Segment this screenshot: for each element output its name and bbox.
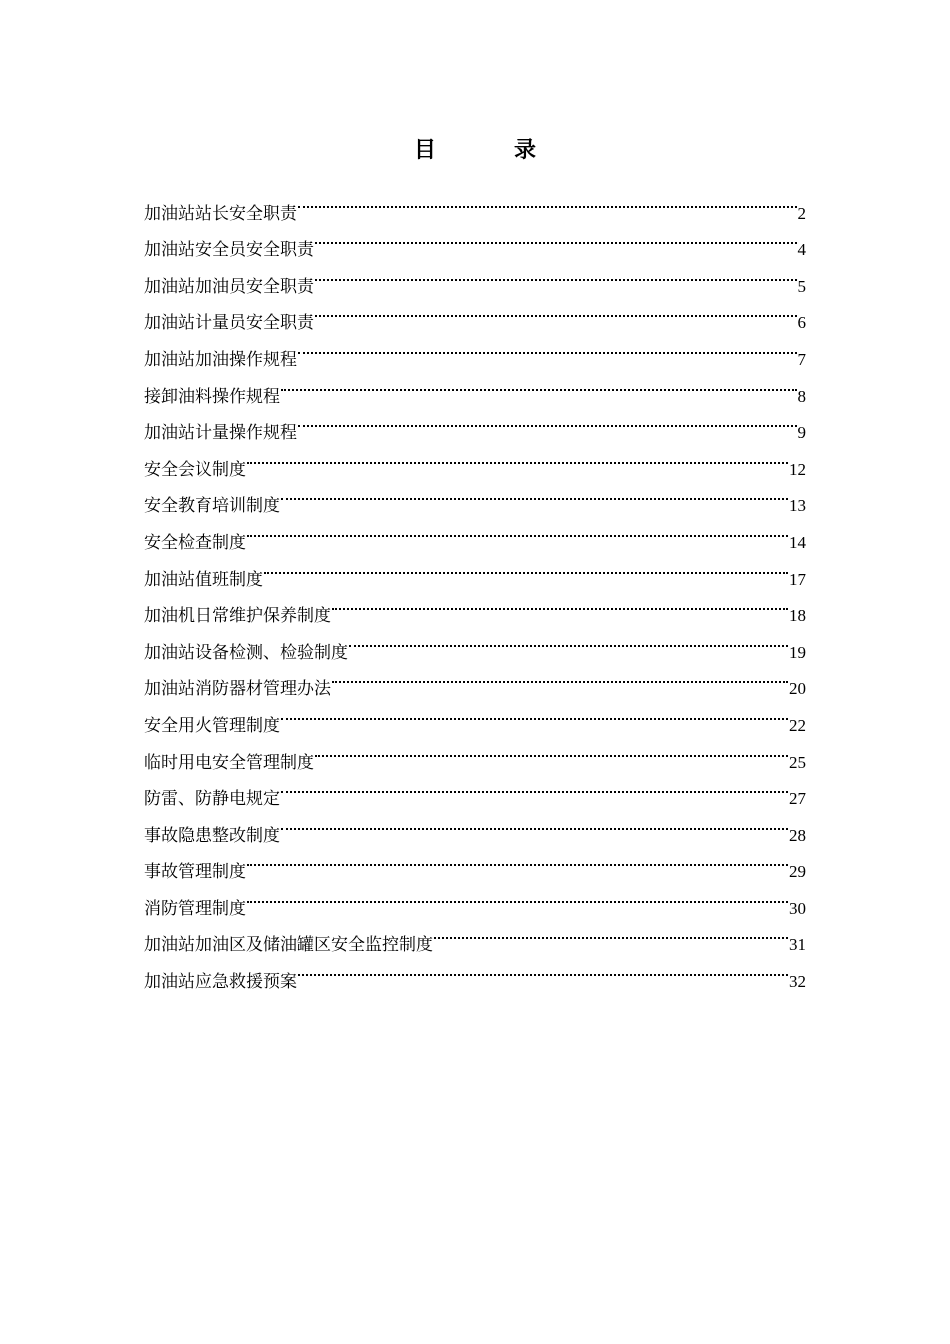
- toc-entry-label: 加油站站长安全职责: [144, 203, 297, 224]
- toc-entry-label: 加油站计量操作规程: [144, 423, 297, 444]
- toc-list: [144, 182, 806, 993]
- toc-entry-label: 安全用火管理制度: [144, 715, 280, 736]
- toc-entry-page: 6: [797, 313, 806, 333]
- toc-entry[interactable]: [144, 182, 806, 224]
- toc-entry-label: 消防管理制度: [144, 898, 246, 919]
- toc-entry-label: 事故管理制度: [144, 862, 246, 883]
- toc-leader-dots: [247, 841, 788, 878]
- toc-entry-page: 22: [789, 715, 806, 735]
- toc-title: 目 录: [413, 137, 564, 163]
- toc-entry-label: 加油站加油操作规程: [144, 349, 297, 370]
- toc-entry-label: 加油站加油区及储油罐区安全监控制度: [144, 935, 433, 956]
- toc-entry-label: 接卸油料操作规程: [144, 386, 280, 407]
- toc-entry-label: 加油站值班制度: [144, 569, 263, 590]
- toc-entry-label: 临时用电安全管理制度: [144, 752, 314, 773]
- toc-leader-dots: [281, 694, 788, 731]
- toc-entry-label: 事故隐患整改制度: [144, 825, 280, 846]
- toc-entry-page: 5: [797, 276, 806, 296]
- toc-leader-dots: [315, 731, 788, 768]
- toc-leader-dots: [298, 328, 797, 365]
- toc-leader-dots: [315, 292, 797, 329]
- toc-entry-label: 安全检查制度: [144, 532, 246, 553]
- toc-leader-dots: [298, 950, 788, 987]
- toc-entry-page: 9: [797, 423, 806, 443]
- toc-leader-dots: [332, 658, 788, 695]
- toc-leader-dots: [264, 548, 788, 585]
- toc-entry-page: 32: [789, 972, 806, 992]
- toc-entry-page: 30: [789, 898, 806, 918]
- toc-leader-dots: [281, 365, 797, 402]
- toc-entry-label: 安全教育培训制度: [144, 496, 280, 517]
- toc-entry-page: 19: [789, 642, 806, 662]
- toc-leader-dots: [281, 475, 788, 512]
- toc-entry-label: 加油机日常维护保养制度: [144, 606, 331, 627]
- toc-entry-page: 18: [789, 606, 806, 626]
- toc-entry-page: 2: [797, 203, 806, 223]
- toc-entry-label: 加油站消防器材管理办法: [144, 679, 331, 700]
- toc-leader-dots: [315, 219, 797, 256]
- toc-leader-dots: [298, 402, 797, 439]
- toc-entry-page: 28: [789, 825, 806, 845]
- toc-leader-dots: [247, 877, 788, 914]
- toc-entry-label: 安全会议制度: [144, 459, 246, 480]
- toc-entry-label: 加油站设备检测、检验制度: [144, 642, 348, 663]
- toc-entry-label: 防雷、防静电规定: [144, 789, 280, 810]
- toc-entry-page: 4: [797, 240, 806, 260]
- toc-leader-dots: [247, 511, 788, 548]
- toc-entry-label: 加油站加油员安全职责: [144, 276, 314, 297]
- toc-leader-dots: [298, 182, 797, 219]
- toc-entry-page: 25: [789, 752, 806, 772]
- toc-entry-page: 12: [789, 459, 806, 479]
- toc-entry-page: 13: [789, 496, 806, 516]
- toc-entry-page: 31: [789, 935, 806, 955]
- toc-entry-page: 20: [789, 679, 806, 699]
- toc-entry-page: 17: [789, 569, 806, 589]
- toc-leader-dots: [281, 768, 788, 805]
- toc-entry-page: 14: [789, 532, 806, 552]
- toc-leader-dots: [315, 255, 797, 292]
- toc-entry-label: 加油站计量员安全职责: [144, 313, 314, 334]
- toc-leader-dots: [332, 585, 788, 622]
- toc-entry-label: 加油站应急救援预案: [144, 972, 297, 993]
- toc-entry-page: 27: [789, 789, 806, 809]
- toc-leader-dots: [247, 438, 788, 475]
- toc-leader-dots: [349, 621, 788, 658]
- toc-leader-dots: [281, 804, 788, 841]
- toc-leader-dots: [434, 914, 788, 951]
- toc-entry-page: 7: [797, 349, 806, 369]
- toc-entry-page: 29: [789, 862, 806, 882]
- toc-entry-label: 加油站安全员安全职责: [144, 240, 314, 261]
- toc-entry-page: 8: [797, 386, 806, 406]
